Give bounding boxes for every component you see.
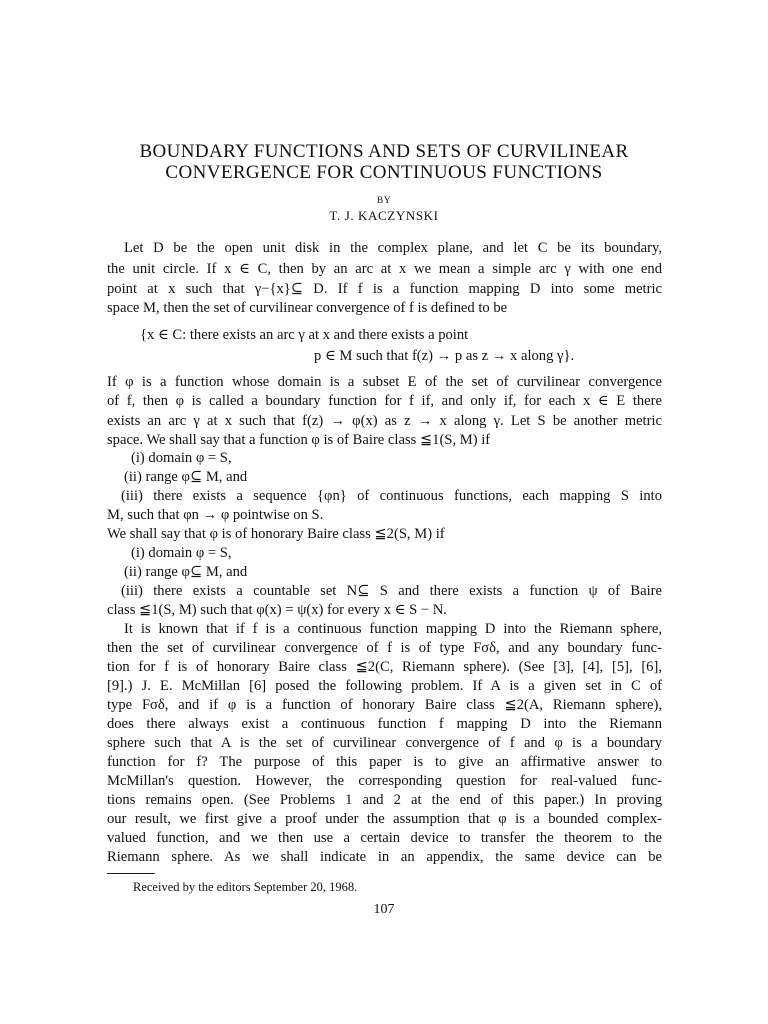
body-line: We shall say that φ is of honorary Baire class ≦2(S, M) if — [107, 526, 445, 542]
body-line: space. We shall say that a function φ is of Baire class ≦1(S, M) if — [107, 432, 491, 448]
body-line: It is known that if f is a continuous function mapping D into the Riemann sphere, — [124, 621, 662, 637]
body-line: valued function, and we then use a certain device to transfer the theorem to the — [107, 830, 662, 846]
body-line: Riemann sphere. As we shall indicate in an appendix, the same device can be — [107, 849, 662, 865]
list-item: (iii) there exists a sequence {φn} of continuous functions, each mapping S into — [121, 488, 662, 504]
list-item: (ii) range φ⊆ M, and — [124, 469, 248, 485]
body-line: of f, then φ is called a boundary function for f if, and only if, for each x ∈ E there — [107, 393, 662, 409]
body-line: our result, we first give a proof under the assumption that φ is a bounded complex- — [107, 811, 662, 827]
page-number: 107 — [373, 902, 395, 917]
body-line: [9].) J. E. McMillan [6] posed the following problem. If A is a given set in C of — [107, 678, 662, 694]
body-line: McMillan's question. However, the corresponding question for real-valued func- — [107, 773, 662, 789]
title-line-1: BOUNDARY FUNCTIONS AND SETS OF CURVILINEAR — [139, 141, 629, 162]
body-line: type Fσδ, and if φ is a function of honorary Baire class ≦2(A, Riemann sphere), — [107, 697, 662, 713]
display-formula-line-2: p ∈ M such that f(z) → p as z → x along γ}. — [314, 348, 575, 364]
display-formula-line-1: {x ∈ C: there exists an arc γ at x and there exists a point — [140, 327, 469, 343]
body-line: sphere such that A is the set of curvilinear convergence of f and φ is a boundary — [107, 735, 662, 751]
body-line: point at x such that γ−{x}⊆ D. If f is a function mapping D into some metric — [107, 281, 662, 297]
body-line: tions remains open. (See Problems 1 and 2 at the end of this paper.) In proving — [107, 792, 662, 808]
body-line: tion for f is of honorary Baire class ≦2(C, Riemann sphere). (See [3], [4], [5], [6], — [107, 659, 662, 675]
body-line: Let D be the open unit disk in the complex plane, and let C be its boundary, — [124, 240, 662, 256]
author-name: T. J. KACZYNSKI — [329, 208, 439, 223]
body-line: space M, then the set of curvilinear convergence of f is defined to be — [107, 300, 508, 316]
list-item: (iii) there exists a countable set N⊆ S and there exists a function ψ of Baire — [121, 583, 662, 599]
body-line: then the set of curvilinear convergence of f is of type Fσδ, and any boundary func- — [107, 640, 662, 656]
list-item: (ii) range φ⊆ M, and — [124, 564, 248, 580]
body-line: the unit circle. If x ∈ C, then by an arc at x we mean a simple arc γ with one end — [107, 261, 662, 277]
list-item: (i) domain φ = S, — [131, 450, 232, 466]
footnote-rule — [107, 873, 155, 874]
body-line: does there always exist a continuous function f mapping D into the Riemann — [107, 716, 662, 732]
list-item: (i) domain φ = S, — [131, 545, 232, 561]
body-line: class ≦1(S, M) such that φ(x) = ψ(x) for every x ∈ S − N. — [107, 602, 447, 618]
footnote: Received by the editors September 20, 1968. — [133, 880, 358, 894]
byline-label: BY — [376, 196, 392, 206]
body-line: exists an arc γ at x such that f(z) → φ(x) as z → x along γ. Let S be another metric — [107, 413, 662, 429]
title-line-2: CONVERGENCE FOR CONTINUOUS FUNCTIONS — [165, 162, 603, 183]
body-line: function for f? The purpose of this paper is to give an affirmative answer to — [107, 754, 662, 770]
body-line: M, such that φn → φ pointwise on S. — [107, 507, 324, 523]
body-line: If φ is a function whose domain is a subset E of the set of curvilinear convergence — [107, 374, 662, 390]
